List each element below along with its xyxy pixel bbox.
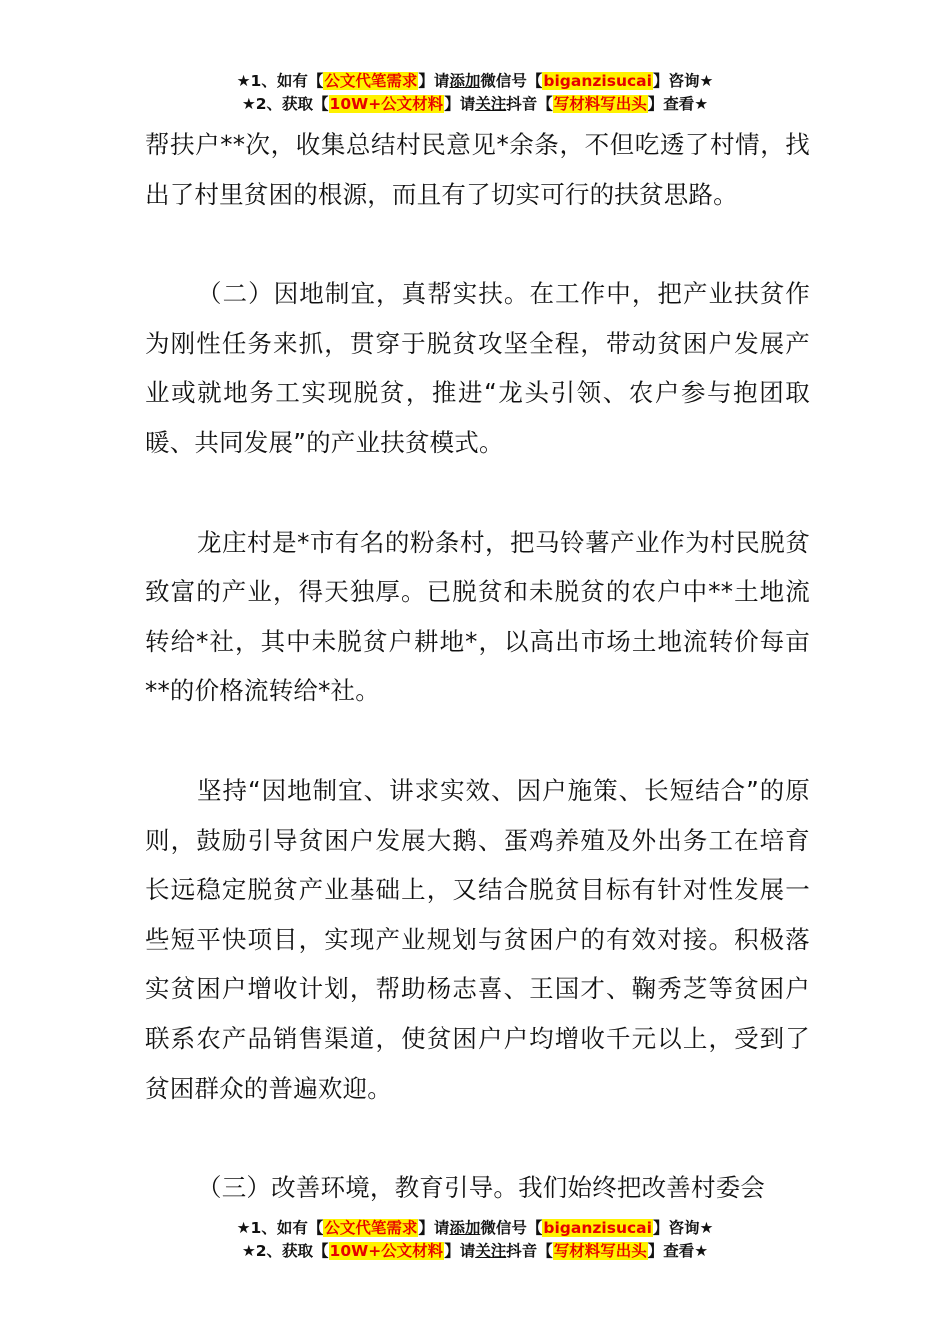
footer-banner-line-2: ★2、获取【10W+公文材料】请关注抖音【写材料写出头】查看★ (241, 1242, 709, 1260)
paragraph-continued: 帮扶户**次，收集总结村民意见*余条，不但吃透了村情，找出了村里贫困的根源，而且有了切实可行的扶贫思路。 (145, 130, 810, 209)
highlight-materials: 10W+公文材料 (329, 95, 444, 113)
header-banner (0, 70, 950, 116)
document-body (145, 120, 810, 1213)
banner-line-1: ★1、如有【公文代笔需求】请添加微信号【biganzisucai】咨询★ (236, 72, 714, 90)
highlight-ghostwriting: 公文代笔需求 (324, 72, 418, 90)
paragraph-principles: 坚持“因地制宜、讲求实效、因户施策、长短结合”的原则，鼓励引导贫困户发展大鹅、蛋鸡养殖及外出务工在培育长远稳定脱贫产业基础上，又结合脱贫目标有针对性发展一些短平快项目，实现产业规划与贫困户的有效对接。积极落实贫困户增收计划，帮助杨志喜、王国才、鞠秀芝等贫困户联系农产品销售渠道，使贫困户户均增收千元以上，受到了贫困群众的普遍欢迎。 (145, 775, 810, 1103)
footer-banner-line-1: ★1、如有【公文代笔需求】请添加微信号【biganzisucai】咨询★ (236, 1219, 714, 1237)
highlight-wechat-id: biganzisucai (543, 72, 652, 90)
highlight-douyin-account: 写材料写出头 (553, 95, 647, 113)
paragraph-section-3: （三）改善环境，教育引导。我们始终把改善村委会 (197, 1173, 766, 1203)
paragraph-section-2: （二）因地制宜，真帮实扶。在工作中，把产业扶贫作为刚性任务来抓，贯穿于脱贫攻坚全程，带动贫困户发展产业或就地务工实现脱贫，推进“龙头引领、农户参与抱团取暖、共同发展”的产业扶贫模式。 (145, 279, 810, 457)
banner-line-2: ★2、获取【10W+公文材料】请关注抖音【写材料写出头】查看★ (241, 95, 709, 113)
footer-banner (0, 1217, 950, 1263)
paragraph-longzhuang-village: 龙庄村是*市有名的粉条村，把马铃薯产业作为村民脱贫致富的产业，得天独厚。已脱贫和未脱贫的农户中**土地流转给*社，其中未脱贫户耕地*，以高出市场土地流转价每亩**的价格流转给*社。 (145, 527, 810, 706)
